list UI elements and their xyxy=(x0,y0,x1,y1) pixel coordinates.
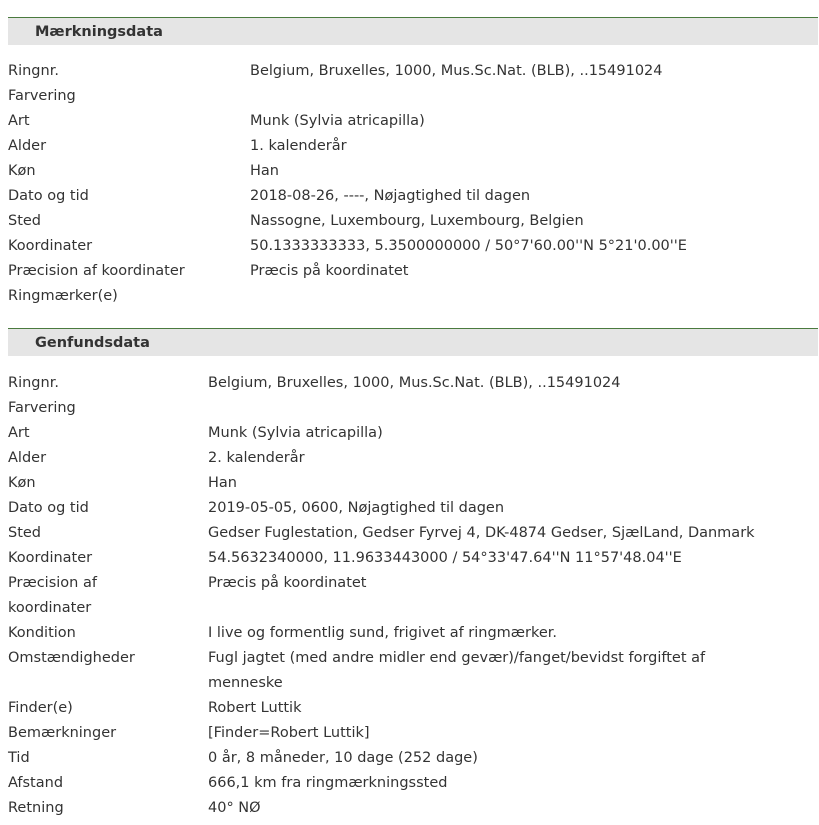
recovery-section-header xyxy=(8,328,818,356)
marking-label-koordinater: Koordinater xyxy=(8,238,93,254)
recovery-value-praecision: Præcis på koordinatet xyxy=(208,575,367,591)
recovery-label-afstand: Afstand xyxy=(8,775,64,791)
marking-label-ringmaerker: Ringmærker(e) xyxy=(8,288,118,304)
recovery-label-praecision: Præcision af koordinater xyxy=(8,575,97,616)
recovery-row-alder xyxy=(8,446,818,471)
marking-value-art: Munk (Sylvia atricapilla) xyxy=(250,113,425,129)
recovery-value-finder: Robert Luttik xyxy=(208,700,302,716)
recovery-row-omstaendigheder xyxy=(8,646,818,696)
recovery-label-finder: Finder(e) xyxy=(8,700,73,716)
recovery-value-omstaendigheder: Fugl jagtet (med andre midler end gevær)/fanget/bevidst forgiftet af menneske xyxy=(208,650,706,691)
marking-label-art: Art xyxy=(8,113,30,129)
recovery-label-dato: Dato og tid xyxy=(8,500,89,516)
recovery-label-art: Art xyxy=(8,425,30,441)
recovery-row-tid xyxy=(8,746,818,771)
marking-label-farvering: Farvering xyxy=(8,88,76,104)
recovery-row-art xyxy=(8,421,818,446)
recovery-value-koordinater: 54.5632340000, 11.9633443000 / 54°33'47.64''N 11°57'48.04''E xyxy=(208,550,682,566)
recovery-row-ringnr xyxy=(8,371,818,396)
marking-row-ringnr xyxy=(8,59,818,84)
marking-value-koordinater: 50.1333333333, 5.3500000000 / 50°7'60.00''N 5°21'0.00''E xyxy=(250,238,687,254)
marking-section-header xyxy=(8,17,818,45)
recovery-value-dato: 2019-05-05, 0600, Nøjagtighed til dagen xyxy=(208,500,505,516)
recovery-row-farvering xyxy=(8,396,818,421)
marking-row-dato xyxy=(8,184,818,209)
recovery-row-afstand xyxy=(8,771,818,796)
recovery-row-koen xyxy=(8,471,818,496)
recovery-label-alder: Alder xyxy=(8,450,47,466)
recovery-row-koordinater xyxy=(8,546,818,571)
recovery-section-title: Genfundsdata xyxy=(35,335,150,351)
recovery-value-art: Munk (Sylvia atricapilla) xyxy=(208,425,383,441)
recovery-row-retning xyxy=(8,796,818,821)
marking-row-koordinater xyxy=(8,234,818,259)
marking-value-praecision: Præcis på koordinatet xyxy=(250,263,409,279)
marking-label-koen: Køn xyxy=(8,163,36,179)
marking-value-ringnr: Belgium, Bruxelles, 1000, Mus.Sc.Nat. (BLB), ..15491024 xyxy=(250,63,663,79)
recovery-row-bemaerkninger xyxy=(8,721,818,746)
recovery-label-retning: Retning xyxy=(8,800,64,816)
marking-label-praecision: Præcision af koordinater xyxy=(8,263,185,279)
marking-row-praecision xyxy=(8,259,818,284)
recovery-value-bemaerkninger: [Finder=Robert Luttik] xyxy=(208,725,370,741)
marking-value-sted: Nassogne, Luxembourg, Luxembourg, Belgien xyxy=(250,213,584,229)
marking-label-dato: Dato og tid xyxy=(8,188,89,204)
marking-value-dato: 2018-08-26, ----, Nøjagtighed til dagen xyxy=(250,188,531,204)
recovery-row-sted xyxy=(8,521,818,546)
marking-label-ringnr: Ringnr. xyxy=(8,63,59,79)
recovery-value-ringnr: Belgium, Bruxelles, 1000, Mus.Sc.Nat. (BLB), ..15491024 xyxy=(208,375,621,391)
recovery-row-kondition xyxy=(8,621,818,646)
recovery-label-sted: Sted xyxy=(8,525,42,541)
recovery-row-praecision xyxy=(8,571,818,621)
marking-row-ringmaerker xyxy=(8,284,818,309)
marking-row-art xyxy=(8,109,818,134)
recovery-value-kondition: I live og formentlig sund, frigivet af ringmærker. xyxy=(208,625,558,641)
marking-row-alder xyxy=(8,134,818,159)
recovery-row-dato xyxy=(8,496,818,521)
marking-row-koen xyxy=(8,159,818,184)
recovery-label-omstaendigheder: Omstændigheder xyxy=(8,650,135,666)
recovery-value-tid: 0 år, 8 måneder, 10 dage (252 dage) xyxy=(208,750,478,766)
marking-row-sted xyxy=(8,209,818,234)
marking-label-alder: Alder xyxy=(8,138,47,154)
recovery-row-finder xyxy=(8,696,818,721)
recovery-value-koen: Han xyxy=(208,475,237,491)
recovery-label-ringnr: Ringnr. xyxy=(8,375,59,391)
recovery-label-kondition: Kondition xyxy=(8,625,76,641)
marking-row-farvering xyxy=(8,84,818,109)
marking-label-sted: Sted xyxy=(8,213,42,229)
recovery-label-farvering: Farvering xyxy=(8,400,76,416)
marking-section-title: Mærkningsdata xyxy=(35,24,163,40)
recovery-label-bemaerkninger: Bemærkninger xyxy=(8,725,117,741)
recovery-value-sted: Gedser Fuglestation, Gedser Fyrvej 4, DK-4874 Gedser, SjælLand, Danmark xyxy=(208,525,755,541)
recovery-value-retning: 40° NØ xyxy=(208,800,261,816)
recovery-label-tid: Tid xyxy=(8,750,30,766)
marking-value-alder: 1. kalenderår xyxy=(250,138,347,154)
recovery-label-koen: Køn xyxy=(8,475,36,491)
recovery-value-afstand: 666,1 km fra ringmærkningssted xyxy=(208,775,448,791)
recovery-value-alder: 2. kalenderår xyxy=(208,450,305,466)
marking-value-koen: Han xyxy=(250,163,279,179)
recovery-label-koordinater: Koordinater xyxy=(8,550,93,566)
